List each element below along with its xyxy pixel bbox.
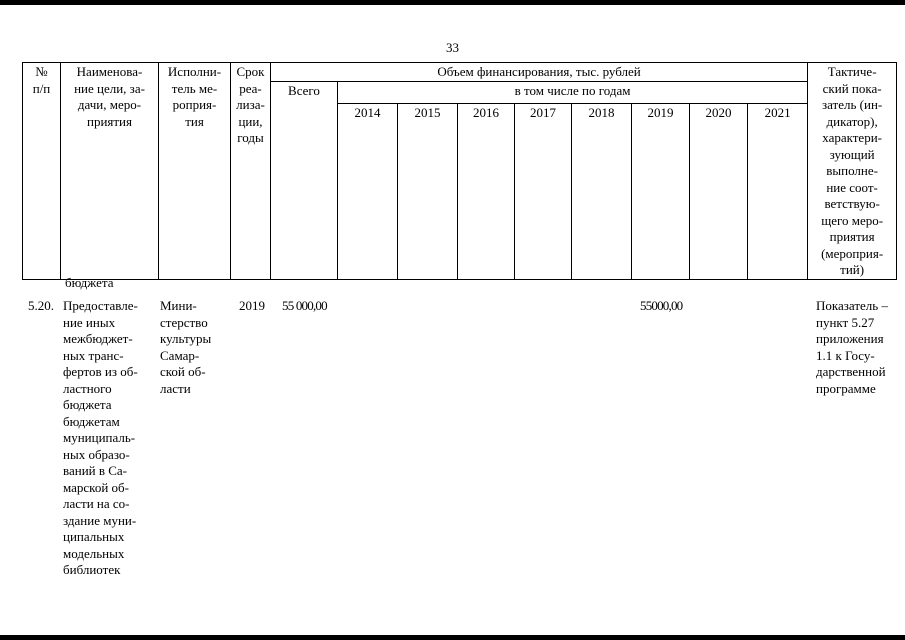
header-year-2017: 2017 <box>515 103 572 279</box>
top-border-rule <box>0 0 905 5</box>
header-total: Всего <box>271 82 338 280</box>
header-year-2014: 2014 <box>338 103 398 279</box>
row-indicator: Показатель – пункт 5.27 приложения 1.1 к Госу- дарственной программе <box>816 298 888 396</box>
header-financing: Объем финансирования, тыс. рублей <box>271 63 808 82</box>
bottom-border-rule <box>0 635 905 640</box>
header-indicator: Тактиче- ский пока- затель (ин- дикатор), характери- зующий выполне- ние соот- ветствую- щего меро- приятия (мероприя- тий) <box>808 63 897 280</box>
header-num: № п/п <box>23 63 61 280</box>
row-term: 2019 <box>239 298 265 313</box>
header-by-years: в том числе по годам <box>338 82 808 104</box>
header-executor: Исполни- тель ме- роприя- тия <box>159 63 231 280</box>
continued-text: бюджета <box>65 275 114 290</box>
row-executor: Мини- стерство культуры Самар- ской об- ласти <box>160 298 212 396</box>
row-number: 5.20. <box>28 298 54 313</box>
header-year-2018: 2018 <box>572 103 632 279</box>
header-year-2021: 2021 <box>748 103 808 279</box>
header-year-2015: 2015 <box>398 103 458 279</box>
row-total: 55 000,00 <box>282 298 327 313</box>
financing-table-header <box>22 62 897 280</box>
header-year-2019: 2019 <box>632 103 690 279</box>
page-number: 33 <box>446 40 459 55</box>
row-name: Предоставле- ние иных межбюджет- ных транс- фертов из об- ластного бюджета бюджетам муниципаль- ных образо- ваний в Са- марской об- ласти на со- здание муни- ципальных модельных библиотек <box>63 298 138 577</box>
header-name: Наименова- ние цели, за- дачи, меро- приятия <box>61 63 159 280</box>
header-year-2016: 2016 <box>458 103 515 279</box>
header-term: Срок реа- лиза- ции, годы <box>231 63 271 280</box>
row-value-2019: 55000,00 <box>640 298 683 313</box>
header-year-2020: 2020 <box>690 103 748 279</box>
